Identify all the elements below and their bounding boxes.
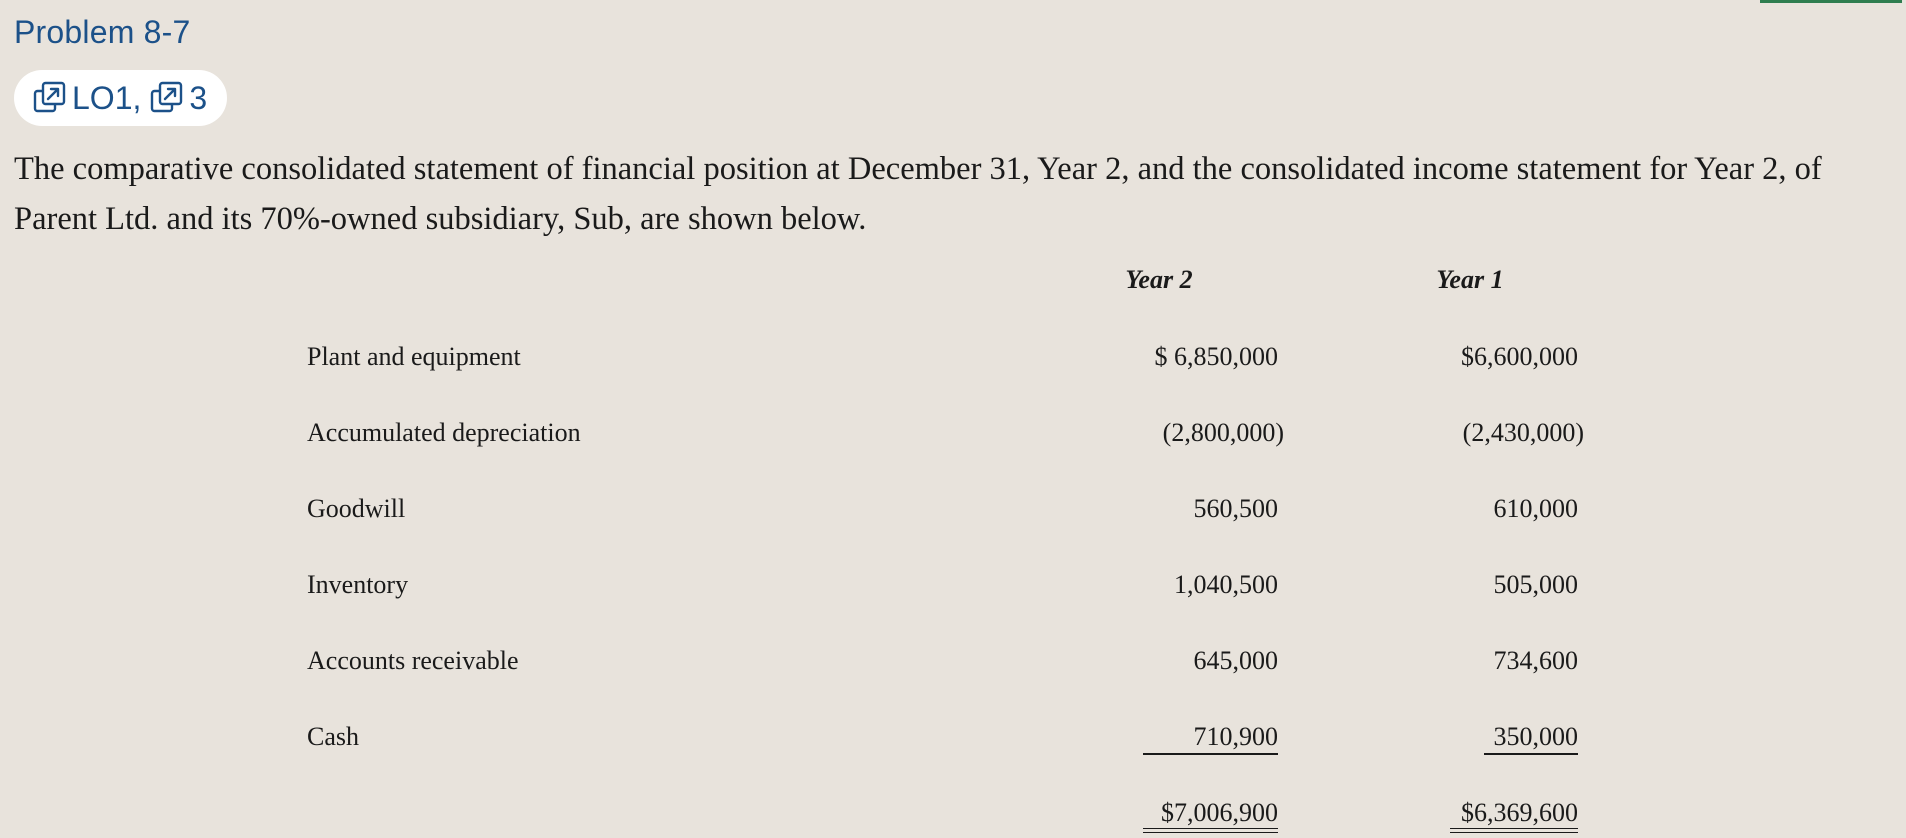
total-double-rule-year2 <box>1143 828 1278 833</box>
problem-title: Problem 8-7 <box>14 14 191 50</box>
lo-separator: , <box>132 79 142 116</box>
row-value-year1: 734,600 <box>1493 646 1578 675</box>
subtotal-rule-year1 <box>1484 753 1578 755</box>
total-value-year2: $7,006,900 <box>1161 798 1278 827</box>
row-value-year2: 645,000 <box>1193 646 1278 675</box>
row-label: Accumulated depreciation <box>307 418 581 447</box>
lo-link-2-label: 3 <box>189 79 208 116</box>
row-label: Cash <box>307 722 359 751</box>
row-value-year2: (2,800,000) <box>1162 418 1284 447</box>
total-double-rule-year1 <box>1450 828 1578 833</box>
column-header-year1: Year 1 <box>1436 265 1504 294</box>
row-value-year1: 350,000 <box>1493 722 1578 751</box>
total-value-year1: $6,369,600 <box>1461 798 1578 827</box>
intro-paragraph: The comparative consolidated statement of financial position at December 31, Year 2, and the consolidated income statement for Year 2, of Parent Ltd. and its 70%-owned subsidiary, Sub, are shown below. <box>14 151 1822 237</box>
column-header-year2: Year 2 <box>1125 265 1193 294</box>
row-value-year1: 610,000 <box>1493 494 1578 523</box>
row-label: Goodwill <box>307 494 406 523</box>
row-label: Accounts receivable <box>307 646 519 675</box>
row-value-year1: $6,600,000 <box>1461 342 1578 371</box>
row-value-year2: $ 6,850,000 <box>1154 342 1278 371</box>
lo-link-1-label: LO1 <box>72 79 133 116</box>
row-value-year1: 505,000 <box>1493 570 1578 599</box>
row-value-year2: 1,040,500 <box>1174 570 1278 599</box>
row-label: Inventory <box>307 570 409 599</box>
row-value-year1: (2,430,000) <box>1462 418 1584 447</box>
row-value-year2: 710,900 <box>1193 722 1278 751</box>
subtotal-rule-year2 <box>1143 753 1278 755</box>
row-value-year2: 560,500 <box>1193 494 1278 523</box>
row-label: Plant and equipment <box>307 342 521 371</box>
